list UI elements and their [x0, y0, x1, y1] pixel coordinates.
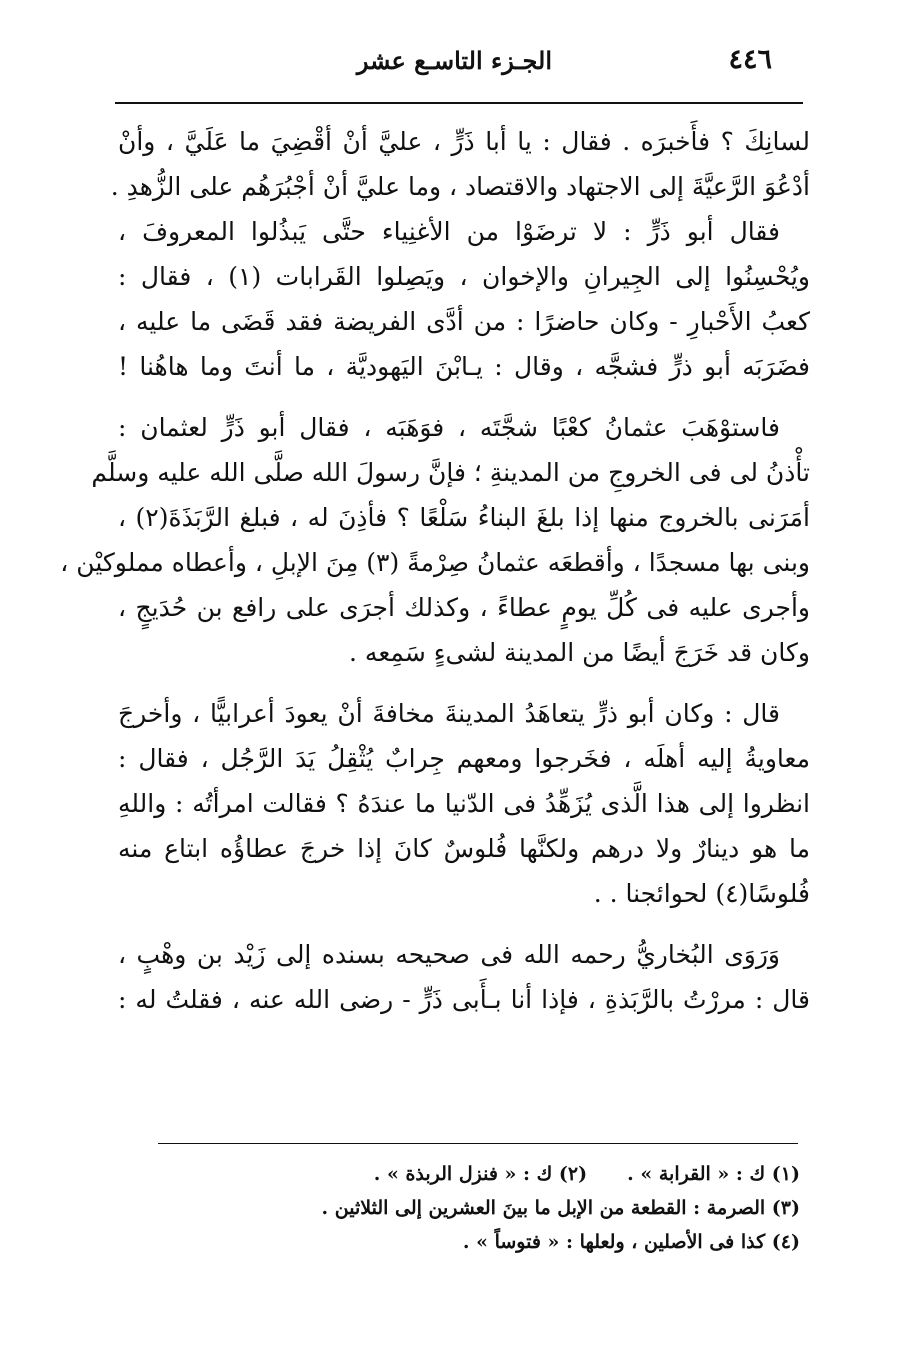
footnote-rule	[158, 1143, 798, 1144]
paragraph-5	[118, 940, 810, 1015]
text-line: معاويةُ إليه أهلَه ، فخَرجوا ومعهم جِرابٌ يُثْقِلُ يَدَ الرَّجُل ، فقال :	[118, 744, 810, 773]
paragraph-1	[110, 127, 810, 202]
paragraph-gap	[118, 909, 810, 925]
text-line: أمَرَنى بالخروج منها إذا بلغَ البناءُ سَلْعًا ؟ فأذِنَ له ، فبلغ الرَّبَذَةَ(٢) ،	[118, 503, 810, 532]
page-number: ٤٤٦	[728, 44, 772, 75]
text-line: ما هو دينارٌ ولا درهم ولكنَّها فُلوسٌ كانَ إذا خرجَ عطاؤُه ابتاع منه	[118, 834, 810, 863]
text-line: لسانِكَ ؟ فأَخبرَه . فقال : يا أبا ذَرٍّ ، عليَّ أنْ أقْضِيَ ما عَلَيَّ ، وأنْ	[118, 127, 810, 156]
text-line: وَرَوَى البُخاريُّ رحمه الله فى صحيحه بسنده إلى زَيْد بن وهْبٍ ،	[118, 940, 780, 969]
text-line: فُلوسًا(٤) لحوائجنا . .	[593, 879, 810, 908]
text-line: وأجرى عليه فى كُلِّ يومٍ عطاءً ، وكذلك أجرَى على رافع بن حُدَيجٍ ،	[118, 593, 810, 622]
footnote-4: (٤) كذا فى الأصلين ، ولعلها : « فتوساً » .	[462, 1231, 800, 1253]
text-line: قال : وكان أبو ذرٍّ يتعاهَدُ المدينةَ مخافةَ أنْ يعودَ أعرابيًّا ، وأخرجَ	[118, 699, 780, 728]
paragraph-gap	[118, 668, 810, 684]
page-header	[112, 38, 802, 88]
paragraph-4	[118, 699, 810, 909]
footnote-3: (٣) الصرمة : القطعة من الإبل ما بينَ العشرين إلى الثلاثين .	[321, 1197, 800, 1219]
text-line: وبنى بها مسجدًا ، وأقطعَه عثمانُ صِرْمةً (٣) مِنَ الإبلِ ، وأعطاه مملوكيْن ،	[60, 548, 810, 577]
footnote-1: (١) ك : « القرابة » .	[627, 1163, 800, 1185]
text-line: كعبُ الأَحْبارِ - وكان حاضرًا : من أدَّى الفريضة فقد قَضَى ما عليه ،	[118, 307, 810, 336]
paragraph-2	[118, 217, 810, 382]
text-line: فاستوْهَبَ عثمانُ كعْبًا شجَّتَه ، فوَهَبَه ، فقال أبو ذَرٍّ لعثمان :	[118, 413, 780, 442]
paragraph-3	[60, 413, 810, 668]
paragraph-gap	[118, 382, 810, 398]
text-line: قال : مررْتُ بالرَّبَذةِ ، فإذا أنا بـأَبى ذَرٍّ - رضى الله عنه ، فقلتُ له :	[118, 985, 810, 1014]
text-line: ويُحْسِنُوا إلى الجِيرانِ والإخوان ، ويَصِلوا القَرابات (١) ، فقال :	[118, 262, 810, 291]
text-line: وكان قد خَرَجَ أيضًا من المدينة لشىءٍ سَمِعه .	[349, 638, 810, 667]
text-line: فضَرَبَه أبو ذرٍّ فشجَّه ، وقال : يـابْنَ اليَهوديَّة ، ما أنتَ وما هاهُنا !	[118, 352, 810, 381]
footnotes	[240, 1152, 800, 1254]
text-line: تأْذنُ لى فى الخروجِ من المدينةِ ؛ فإنَّ رسولَ الله صلَّى الله عليه وسلَّم	[91, 458, 810, 487]
text-line: أدْعُوَ الرَّعيَّةَ إلى الاجتهاد والاقتصاد ، وما عليَّ أنْ أجْبُرَهُم على الزُّهدِ .	[110, 172, 810, 201]
header-rule	[115, 102, 803, 104]
text-line: انظروا إلى هذا الَّذى يُزَهِّدُ فى الدّنيا ما عندَهُ ؟ فقالت امرأتُه : واللهِ	[118, 789, 810, 818]
text-line: فقال أبو ذَرٍّ : لا ترضَوْا من الأغنِياء حتَّى يَبذُلوا المعروفَ ،	[118, 217, 780, 246]
footnote-row	[240, 1162, 800, 1186]
main-text	[60, 112, 810, 1015]
footnote-2: (٢) ك : « فنزل الربذة » .	[373, 1163, 588, 1185]
running-title: الجـزء التاسـع عشر	[356, 46, 552, 75]
